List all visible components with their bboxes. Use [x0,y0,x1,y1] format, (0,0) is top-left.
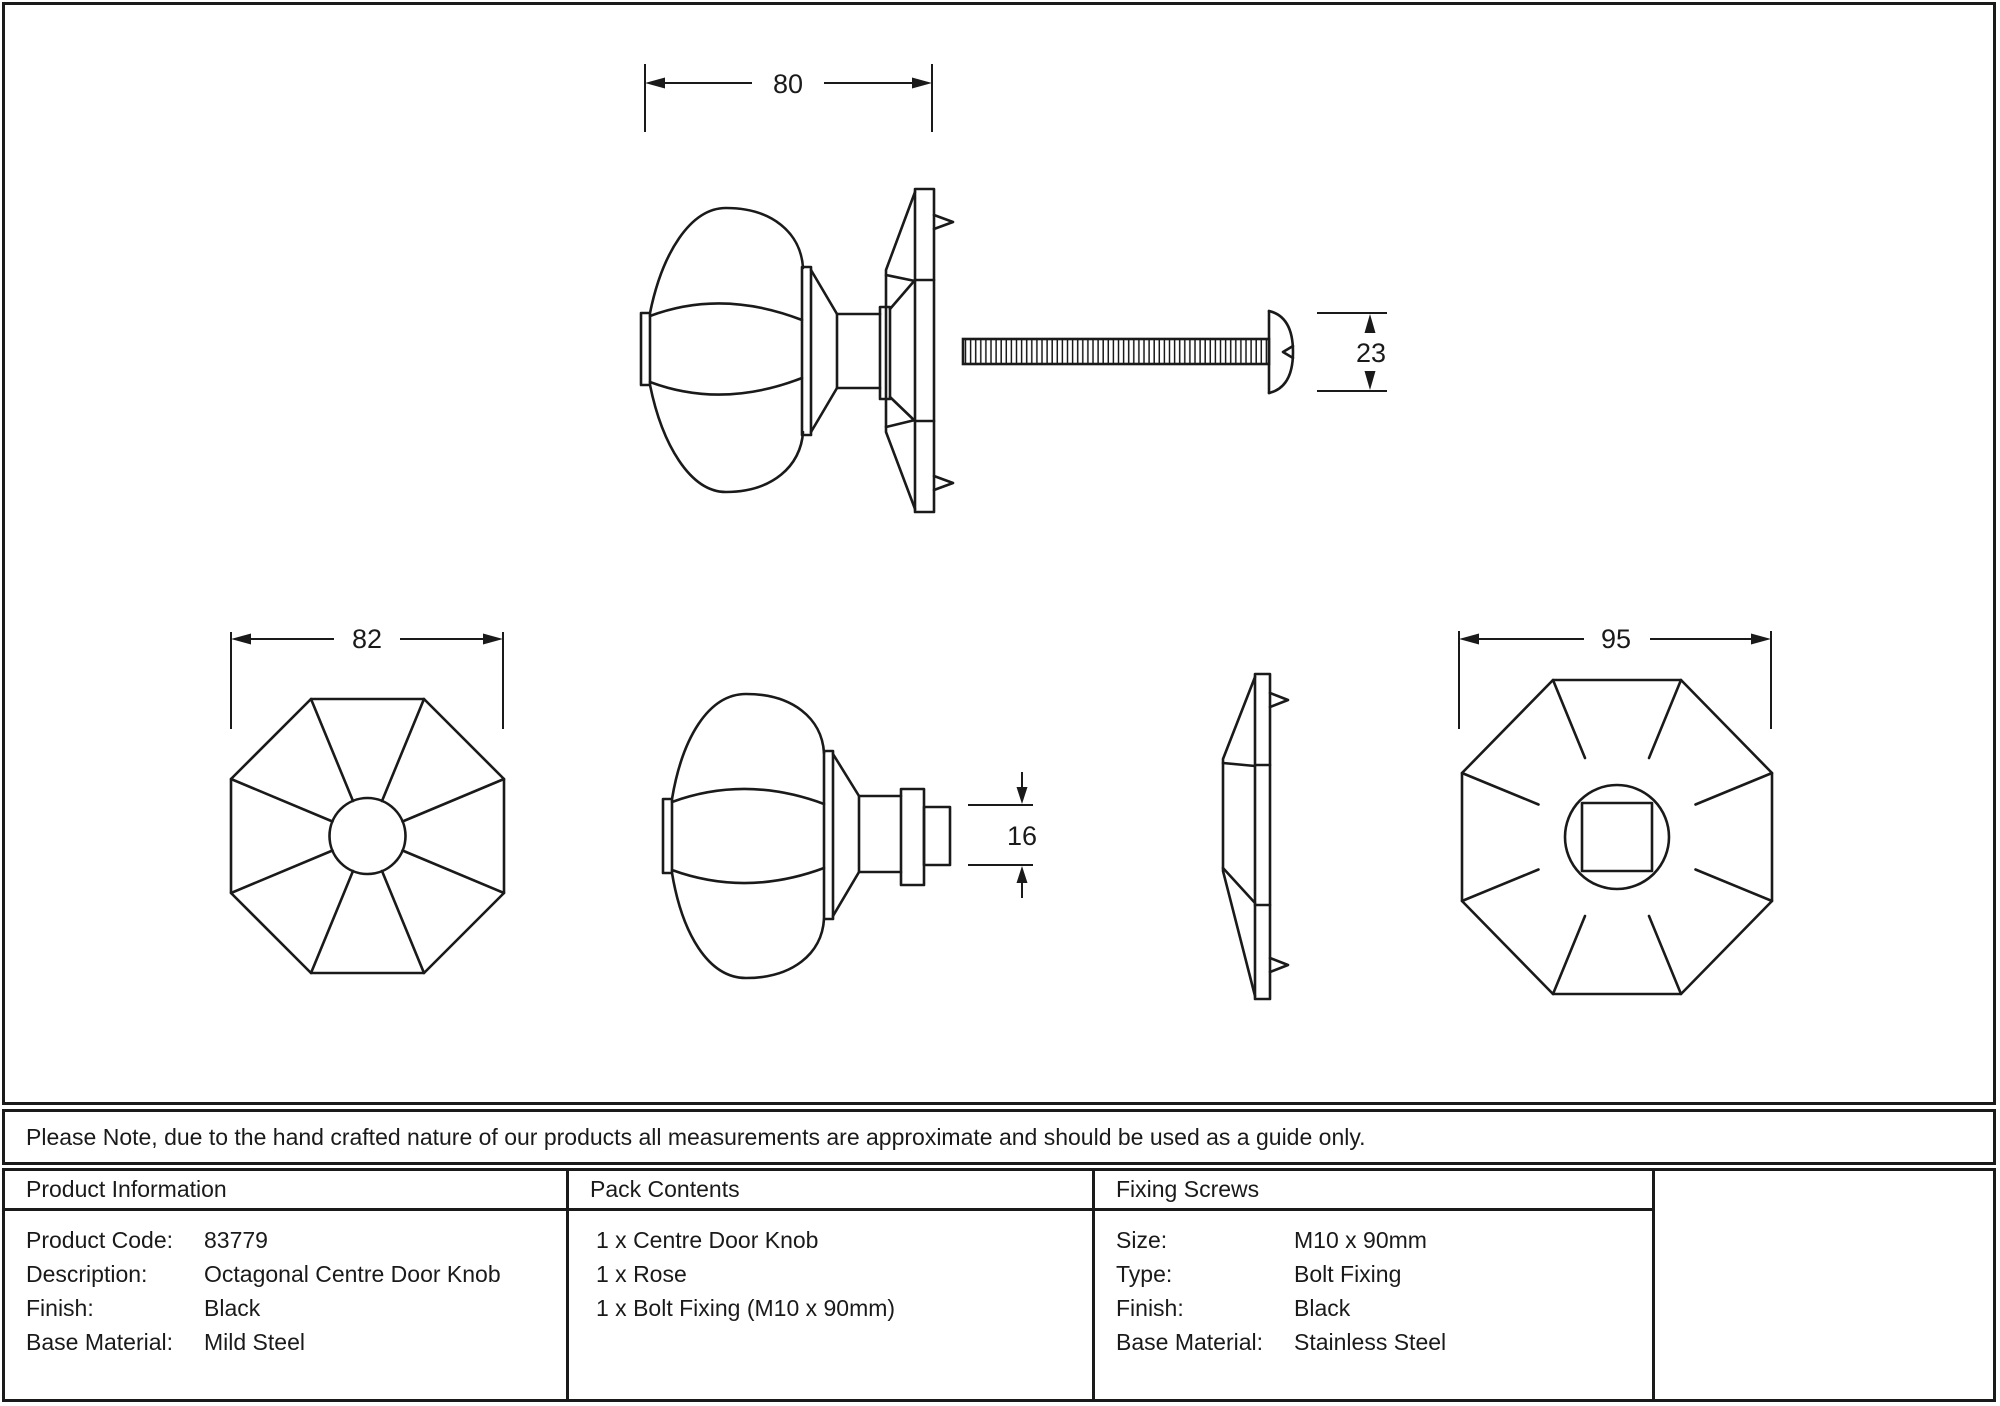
dimension-rose-diameter [1459,624,1771,729]
dimension-bolt-head [1317,313,1387,391]
side-view-rose [1223,674,1288,999]
row-label: Product Code: [26,1227,174,1253]
row-value: Black [1294,1295,1351,1321]
table-row [1116,1291,1652,1325]
fixing-screws-body [1095,1211,1652,1359]
dim-95-label: 95 [1600,624,1632,654]
dimension-assembly-depth [645,64,932,132]
front-view-knob-octagon [231,699,504,973]
list-item: 1 x Rose [596,1261,687,1287]
measurement-note-bar [2,1109,1996,1165]
measurement-note-text: Please Note, due to the hand crafted nature of our products all measurements are approximate and should be used as a guide only. [26,1123,1366,1150]
pack-contents-header [569,1171,1092,1211]
dim-80-label: 80 [772,69,804,99]
pack-contents-column [566,1171,1092,1399]
table-row [26,1223,566,1257]
front-view-rose-octagon [1462,680,1772,994]
dimension-knob-diameter [231,624,503,729]
row-label: Description: [26,1261,148,1287]
row-value: 83779 [204,1227,268,1253]
list-item: 1 x Centre Door Knob [596,1227,819,1253]
list-item: 1 x Bolt Fixing (M10 x 90mm) [596,1295,896,1321]
product-information-column [5,1171,566,1399]
product-information-body [5,1211,566,1359]
row-value: Black [204,1295,261,1321]
drawing-area [2,2,1996,1105]
dim-82-label: 82 [351,624,383,654]
empty-column [1652,1171,1993,1399]
row-label: Finish: [26,1295,94,1321]
row-value: Bolt Fixing [1294,1261,1402,1287]
row-value: Mild Steel [204,1329,305,1355]
side-view-knob-with-rose [641,189,953,512]
row-value: M10 x 90mm [1294,1227,1427,1253]
fixing-screws-title: Fixing Screws [1116,1176,1260,1202]
table-row [1116,1325,1652,1359]
table-row [1116,1223,1652,1257]
fixing-screws-column [1092,1171,1652,1399]
pack-contents-title: Pack Contents [590,1176,740,1202]
product-information-header [5,1171,566,1211]
table-row [26,1291,566,1325]
table-row [26,1257,566,1291]
technical-drawing-svg [5,5,1993,1102]
dim-16-label: 16 [1006,821,1038,851]
dimension-spindle [968,772,1037,898]
row-label: Size: [1116,1227,1168,1253]
spec-table [2,1168,1996,1402]
dim-23-label: 23 [1355,338,1387,368]
row-label: Type: [1116,1261,1173,1287]
row-label: Finish: [1116,1295,1184,1321]
side-view-knob [663,694,950,978]
bolt-side-view [963,311,1293,393]
row-value: Stainless Steel [1294,1329,1447,1355]
product-information-title: Product Information [26,1176,227,1202]
pack-contents-body [569,1211,1092,1325]
table-row [26,1325,566,1359]
table-row [1116,1257,1652,1291]
row-label: Base Material: [26,1329,174,1355]
row-value: Octagonal Centre Door Knob [204,1261,501,1287]
fixing-screws-header [1095,1171,1652,1211]
row-label: Base Material: [1116,1329,1264,1355]
